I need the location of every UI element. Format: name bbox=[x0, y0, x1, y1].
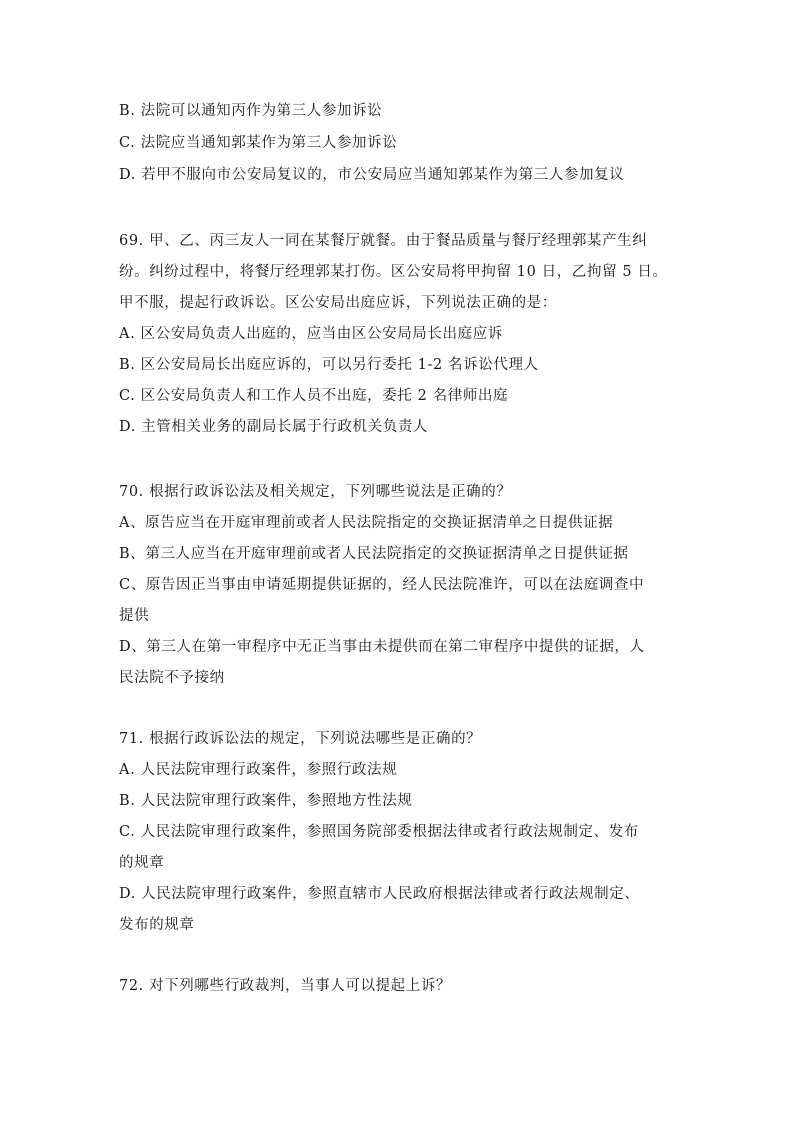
q70-option-d-line-2: 民法院不予接纳 bbox=[119, 670, 225, 686]
q71-stem: 71. 根据行政诉讼法的规定，下列说法哪些是正确的？ bbox=[119, 731, 482, 747]
q70-option-b: B、第三人应当在开庭审理前或者人民法院指定的交换证据清单之日提供证据 bbox=[119, 546, 629, 562]
q71-option-a: A. 人民法院审理行政案件，参照行政法规 bbox=[119, 762, 398, 778]
q70-option-c-line-1: C、原告因正当事由申请延期提供证据的，经人民法院准许，可以在法庭调查中 bbox=[119, 577, 645, 593]
q71-option-b: B. 人民法院审理行政案件，参照地方性法规 bbox=[119, 793, 413, 809]
q68-option-b: B. 法院可以通知丙作为第三人参加诉讼 bbox=[119, 103, 383, 119]
q70-stem: 70. 根据行政诉讼法及相关规定，下列哪些说法是正确的？ bbox=[119, 484, 512, 500]
q71-option-c-line-2: 的规章 bbox=[119, 855, 165, 871]
q68-option-d: D. 若甲不服向市公安局复议的，市公安局应当通知郭某作为第三人参加复议 bbox=[119, 167, 625, 183]
q69-option-c: C. 区公安局负责人和工作人员不出庭，委托 2 名律师出庭 bbox=[119, 388, 509, 404]
q69-option-a: A. 区公安局负责人出庭的，应当由区公安局局长出庭应诉 bbox=[119, 326, 503, 342]
q70-option-d-line-1: D、第三人在第一审程序中无正当事由未提供而在第二审程序中提供的证据，人 bbox=[119, 639, 645, 655]
q69-stem-line-3: 甲不服，提起行政诉讼。区公安局出庭应诉，下列说法正确的是： bbox=[119, 295, 557, 311]
q69-option-d: D. 主管相关业务的副局长属于行政机关负责人 bbox=[119, 419, 429, 435]
q69-stem-line-2: 纷。纠纷过程中，将餐厅经理郭某打伤。区公安局将甲拘留 10 日，乙拘留 5 日。 bbox=[119, 264, 668, 280]
q72-stem: 72. 对下列哪些行政裁判，当事人可以提起上诉？ bbox=[119, 978, 452, 994]
q71-option-d-line-2: 发布的规章 bbox=[119, 917, 195, 933]
q69-stem-line-1: 69. 甲、乙、丙三友人一同在某餐厅就餐。由于餐品质量与餐厅经理郭某产生纠 bbox=[119, 233, 648, 249]
q71-option-c-line-1: C. 人民法院审理行政案件，参照国务院部委根据法律或者行政法规制定、发布 bbox=[119, 824, 639, 840]
q68-option-c: C. 法院应当通知郭某作为第三人参加诉讼 bbox=[119, 135, 398, 151]
q71-option-d-line-1: D. 人民法院审理行政案件，参照直辖市人民政府根据法律或者行政法规制定、 bbox=[119, 886, 640, 902]
q70-option-a: A、原告应当在开庭审理前或者人民法院指定的交换证据清单之日提供证据 bbox=[119, 515, 614, 531]
q70-option-c-line-2: 提供 bbox=[119, 608, 150, 624]
q69-option-b: B. 区公安局局长出庭应诉的，可以另行委托 1-2 名诉讼代理人 bbox=[119, 357, 539, 373]
